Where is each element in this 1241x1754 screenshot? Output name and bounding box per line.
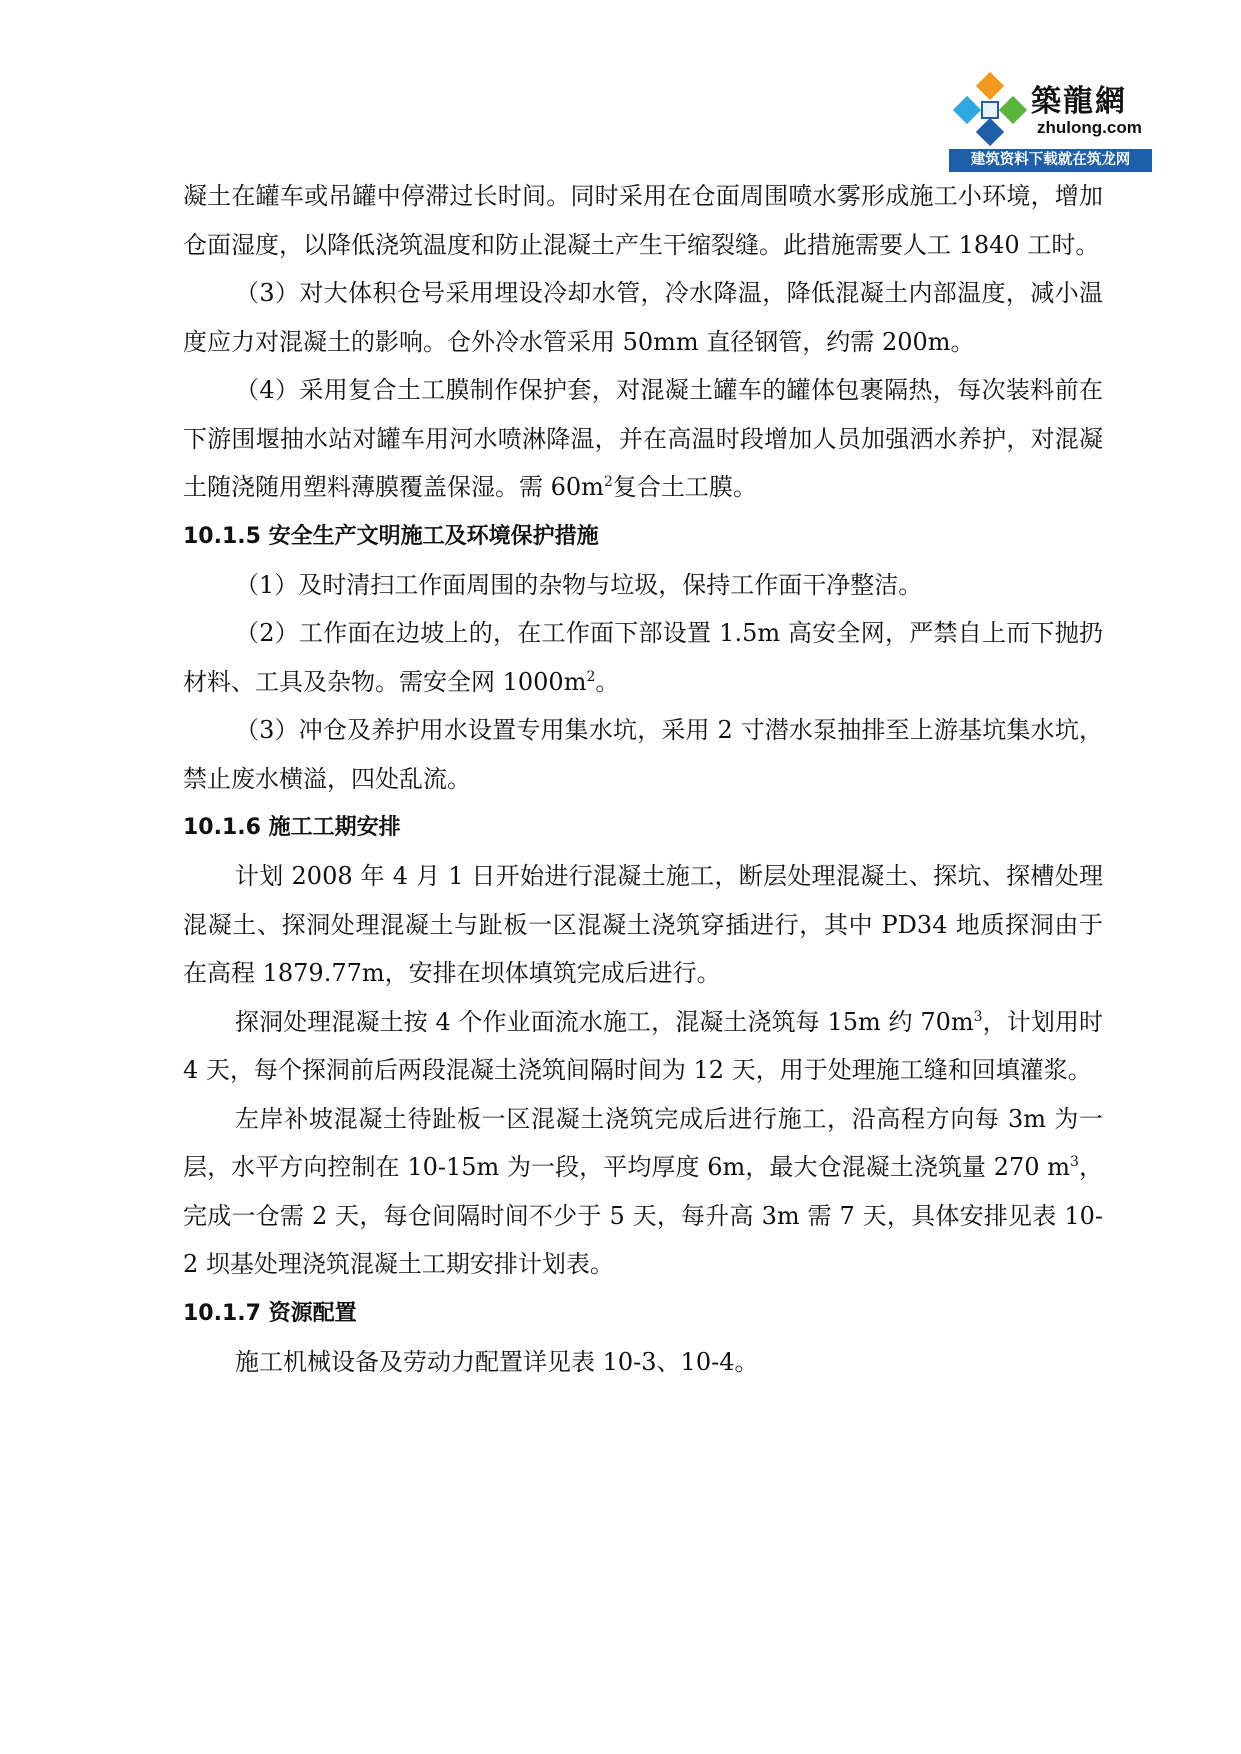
paragraph-text-tail: 。 [595,667,620,696]
body-paragraph [183,172,1103,269]
body-paragraph [183,366,1103,512]
section-heading: 10.1.5 安全生产文明施工及环境保护措施 [183,523,599,549]
paragraph-text: （1）及时清扫工作面周围的杂物与垃圾，保持工作面干净整洁。 [235,570,923,599]
paragraph-text: 施工机械设备及劳动力配置详见表 10-3、10-4。 [235,1347,759,1376]
paragraph-text: 探洞处理混凝土按 4 个作业面流水施工，混凝土浇筑每 15m 约 70m [235,1007,974,1036]
logo-emblem-icon [949,72,1031,148]
section-heading: 10.1.7 资源配置 [183,1300,357,1326]
unit-superscript: 2 [603,474,613,490]
unit-superscript: 2 [586,668,596,685]
unit-superscript: 3 [973,1008,983,1025]
section-heading: 10.1.6 施工工期安排 [183,815,401,840]
logo-domain: zhulong.com [1037,118,1142,137]
unit-superscript: 3 [1070,1154,1079,1170]
body-paragraph [183,998,1103,1095]
paragraph-text-tail: 复合土工膜。 [612,473,757,501]
body-paragraph [183,706,1103,803]
body-paragraph [183,1338,1103,1387]
paragraph-text: （4）采用复合土工膜制作保护套，对混凝土罐车的罐体包裹隔热，每次装料前在下游围堰抽水站对罐车用河水喷淋降温，并在高温时段增加人员加强洒水养护，对混凝土随浇随用塑料薄膜覆盖保湿。需 60m [183,376,1103,501]
zhulong-logo[interactable] [949,72,1152,172]
body-paragraph [183,269,1103,366]
logo-title: 築龍網 [1031,84,1127,119]
document-body [183,172,1103,1386]
paragraph-text: （3）冲仓及养护用水设置专用集水坑，采用 2 寸潜水泵抽排至上游基坑集水坑，禁止废水横溢，四处乱流。 [183,716,1103,793]
body-paragraph [183,1095,1103,1289]
paragraph-text-tail: ，完成一仓需 2 天，每仓间隔时间不少于 5 天，每升高 3m 需 7 天，具体安排见表 10-2 坝基处理浇筑混凝土工期安排计划表。 [183,1153,1104,1278]
paragraph-text: 凝土在罐车或吊罐中停滞过长时间。同时采用在仓面周围喷水雾形成施工小环境，增加仓面湿度，以降低浇筑温度和防止混凝土产生干缩裂缝。此措施需要人工 1840 工时。 [183,182,1103,259]
body-paragraph [183,852,1103,998]
body-paragraph [183,609,1103,706]
paragraph-text-tail: ，计划用时 4 天，每个探洞前后两段混凝土浇筑间隔时间为 12 天，用于处理施工缝和回填灌浆。 [183,1007,1103,1084]
paragraph-text: （2）工作面在边坡上的，在工作面下部设置 1.5m 高安全网，严禁自上而下抛扔材料、工具及杂物。需安全网 1000m [183,619,1103,696]
paragraph-text: （3）对大体积仓号采用埋设冷却水管，冷水降温，降低混凝土内部温度，减小温度应力对混凝土的影响。仓外冷水管采用 50mm 直径钢管，约需 200m。 [183,279,1103,356]
logo-slogan: 建筑资料下载就在筑龙网 [949,149,1152,172]
paragraph-text: 计划 2008 年 4 月 1 日开始进行混凝土施工，断层处理混凝土、探坑、探槽处理混凝土、探洞处理混凝土与趾板一区混凝土浇筑穿插进行，其中 PD34 地质探洞由于在高程 1879.77m，安排在坝体填筑完成后进行。 [183,862,1103,987]
body-paragraph [183,561,1103,610]
paragraph-text: 左岸补坡混凝土待趾板一区混凝土浇筑完成后进行施工，沿高程方向每 3m 为一层，水平方向控制在 10-15m 为一段，平均厚度 6m，最大仓混凝土浇筑量 270 m [183,1104,1103,1181]
